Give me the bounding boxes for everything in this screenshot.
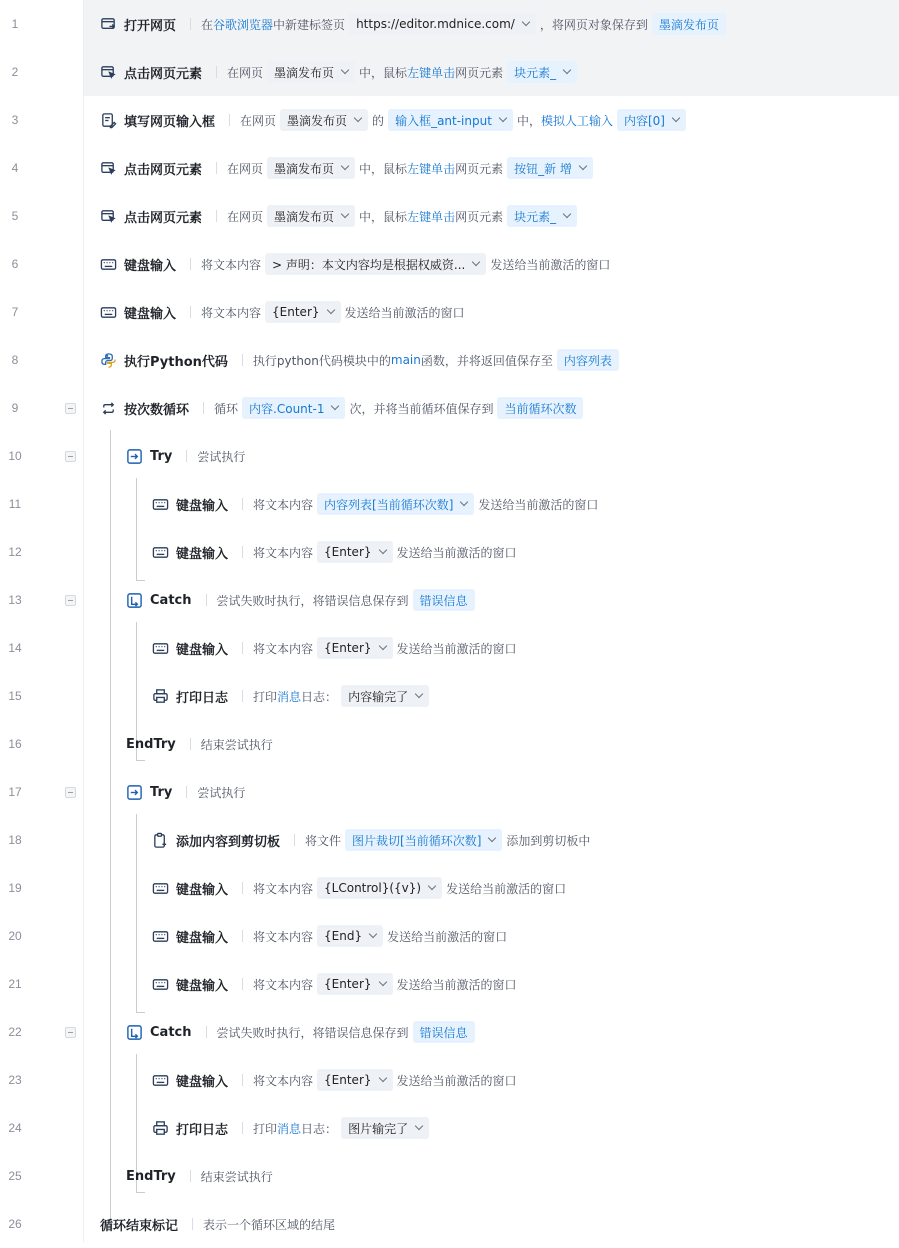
python-icon <box>100 352 117 369</box>
keyboard-icon <box>152 880 169 897</box>
collapse-toggle-icon[interactable] <box>65 595 76 606</box>
chip-label: > 声明：本文内容均是根据权威资... <box>272 257 466 272</box>
collapse-toggle-icon[interactable] <box>65 787 76 798</box>
chevron-down-icon[interactable] <box>341 66 349 74</box>
line-number: 14 <box>8 641 22 655</box>
flow-step-row[interactable] <box>0 528 899 576</box>
chip-label: 按钮_新 增 <box>514 161 572 176</box>
open-browser-icon <box>100 16 117 33</box>
title-divider <box>242 978 243 990</box>
line-number: 20 <box>8 929 22 943</box>
step-title: 键盘输入 <box>176 498 229 514</box>
try-icon <box>126 784 143 801</box>
value-chip[interactable] <box>349 13 536 35</box>
title-divider <box>216 210 217 222</box>
chip-label: 错误信息 <box>419 593 468 608</box>
description-text: 在网页 <box>240 113 277 128</box>
description-text: 将文本内容 <box>253 1073 314 1088</box>
description-text: 发送给当前激活的窗口 <box>446 881 567 896</box>
step-title: EndTry <box>126 736 176 752</box>
flow-step-row[interactable] <box>0 864 899 912</box>
line-number: 7 <box>11 305 19 319</box>
chevron-down-icon[interactable] <box>326 306 334 314</box>
chip-label: 内容列表 <box>563 353 612 368</box>
variable-chip[interactable] <box>345 829 502 851</box>
flow-step-row[interactable] <box>0 240 899 288</box>
title-divider <box>186 786 187 798</box>
flow-step-row[interactable] <box>0 768 899 816</box>
step-content <box>100 0 730 48</box>
step-content <box>152 1056 517 1104</box>
flow-step-row[interactable] <box>0 384 899 432</box>
value-chip[interactable] <box>341 1117 429 1139</box>
chevron-down-icon[interactable] <box>378 978 386 986</box>
description-text: 将文本内容 <box>201 305 262 320</box>
step-content <box>152 960 517 1008</box>
chip-label: {Enter} <box>324 1073 372 1087</box>
value-chip[interactable] <box>317 1069 392 1091</box>
chevron-down-icon[interactable] <box>472 258 480 266</box>
description-text: 打印 <box>253 689 278 704</box>
title-divider <box>242 930 243 942</box>
keyboard-icon <box>152 976 169 993</box>
flow-step-row[interactable] <box>0 720 899 768</box>
description-text: 网页元素 <box>455 161 504 176</box>
try-icon <box>126 448 143 465</box>
step-title: 添加内容到剪切板 <box>176 834 281 850</box>
step-content <box>126 768 245 816</box>
line-number: 17 <box>8 785 22 799</box>
chevron-down-icon[interactable] <box>369 930 377 938</box>
description-text: 发送给当前激活的窗口 <box>396 545 517 560</box>
flow-step-row[interactable] <box>0 1200 899 1248</box>
step-title: 执行Python代码 <box>124 354 228 370</box>
title-divider <box>190 18 191 30</box>
flow-step-row[interactable] <box>0 480 899 528</box>
keyword-text: 左键单击 <box>407 209 456 224</box>
description-text: 中，鼠标 <box>359 161 408 176</box>
line-number: 11 <box>8 497 22 511</box>
step-title: EndTry <box>126 1168 176 1184</box>
step-title: Try <box>150 448 173 464</box>
collapse-toggle-icon[interactable] <box>65 451 76 462</box>
step-content <box>100 144 597 192</box>
chip-label: 内容输完了 <box>348 689 409 704</box>
description-text: 结束尝试执行 <box>200 737 273 752</box>
description-text: 的 <box>372 113 385 128</box>
keyboard-icon <box>152 640 169 657</box>
description-text: 将文本内容 <box>253 977 314 992</box>
chevron-down-icon[interactable] <box>415 690 423 698</box>
variable-chip[interactable] <box>507 205 577 227</box>
step-title: 打印日志 <box>176 690 229 706</box>
step-title: 键盘输入 <box>124 306 177 322</box>
description-text: 尝试执行 <box>197 449 246 464</box>
print-icon <box>152 1120 169 1137</box>
variable-chip[interactable] <box>557 349 619 371</box>
value-chip[interactable] <box>267 61 355 83</box>
description-text: 日志： <box>301 1121 338 1136</box>
value-chip[interactable] <box>317 541 392 563</box>
step-content <box>152 864 566 912</box>
chevron-down-icon[interactable] <box>460 498 468 506</box>
description-text: 将文本内容 <box>253 881 314 896</box>
step-content <box>152 624 517 672</box>
title-divider <box>190 1170 191 1182</box>
step-title: Catch <box>150 1024 192 1040</box>
chip-label: 块元素_ <box>514 209 557 224</box>
title-divider <box>206 1026 207 1038</box>
flow-step-row[interactable] <box>0 624 899 672</box>
description-text: 尝试失败时执行，将错误信息保存到 <box>216 1025 409 1040</box>
line-number: 15 <box>8 689 22 703</box>
chevron-down-icon[interactable] <box>378 546 386 554</box>
step-content <box>126 1008 479 1056</box>
step-title: 键盘输入 <box>176 882 229 898</box>
line-number: 26 <box>8 1217 22 1231</box>
description-text: 在网页 <box>227 65 264 80</box>
description-text: 将文本内容 <box>253 497 314 512</box>
step-content <box>152 1104 433 1152</box>
title-divider <box>242 546 243 558</box>
step-title: 键盘输入 <box>176 1074 229 1090</box>
description-text: 循环 <box>214 401 239 416</box>
step-content <box>100 336 623 384</box>
variable-chip[interactable] <box>413 589 475 611</box>
chevron-down-icon[interactable] <box>563 66 571 74</box>
chevron-down-icon[interactable] <box>341 162 349 170</box>
description-text: 表示一个循环区域的结尾 <box>203 1217 336 1232</box>
keyboard-icon <box>100 304 117 321</box>
step-content <box>152 528 517 576</box>
step-title: 键盘输入 <box>176 642 229 658</box>
title-divider <box>192 1218 193 1230</box>
step-content <box>126 576 479 624</box>
step-content <box>152 816 590 864</box>
loop-icon <box>100 400 117 417</box>
description-text: 尝试失败时执行，将错误信息保存到 <box>216 593 409 608</box>
keyword-text: main <box>390 353 421 367</box>
step-title: Try <box>150 784 173 800</box>
flow-step-row[interactable] <box>0 576 899 624</box>
description-text: 发送给当前激活的窗口 <box>396 977 517 992</box>
step-title: 打开网页 <box>124 18 177 34</box>
line-number: 21 <box>8 977 22 991</box>
description-text: 网页元素 <box>455 65 504 80</box>
line-number: 19 <box>8 881 22 895</box>
line-number: 23 <box>8 1073 22 1087</box>
description-text: 函数，并将返回值保存至 <box>420 353 553 368</box>
flow-step-row[interactable] <box>0 0 899 48</box>
title-divider <box>242 1122 243 1134</box>
keyboard-icon <box>152 496 169 513</box>
keyword-text: 谷歌浏览器 <box>213 17 274 32</box>
line-number: 5 <box>11 209 19 223</box>
chevron-down-icon[interactable] <box>341 210 349 218</box>
step-content <box>152 912 507 960</box>
chip-label: {Enter} <box>324 977 372 991</box>
step-content <box>126 432 245 480</box>
step-content <box>152 480 598 528</box>
chip-label: 图片输完了 <box>348 1121 409 1136</box>
step-title: 循环结束标记 <box>100 1218 179 1234</box>
step-title: 填写网页输入框 <box>124 114 216 130</box>
value-chip[interactable] <box>265 253 486 275</box>
variable-chip[interactable] <box>617 109 686 131</box>
keyword-text: 左键单击 <box>407 161 456 176</box>
flow-step-row[interactable] <box>0 1056 899 1104</box>
clipboard-icon <box>152 832 169 849</box>
step-content <box>100 1200 335 1248</box>
description-text: 发送给当前激活的窗口 <box>396 641 517 656</box>
chip-label: 内容列表[当前循环次数] <box>324 497 454 512</box>
title-divider <box>186 450 187 462</box>
print-icon <box>152 688 169 705</box>
flow-step-row[interactable] <box>0 1104 899 1152</box>
chip-label: {Enter} <box>272 305 320 319</box>
value-chip[interactable] <box>265 301 340 323</box>
chip-label: 墨滴发布页 <box>274 161 335 176</box>
step-title: 键盘输入 <box>176 978 229 994</box>
click-element-icon <box>100 208 117 225</box>
chevron-down-icon[interactable] <box>488 834 496 842</box>
variable-chip[interactable] <box>497 397 583 419</box>
description-text: 执行python代码模块中的 <box>252 353 391 368</box>
keyword-text: 消息 <box>277 1121 302 1136</box>
description-text: 在 <box>201 17 214 32</box>
title-divider <box>203 402 204 414</box>
click-element-icon <box>100 64 117 81</box>
title-divider <box>242 642 243 654</box>
step-content <box>100 48 581 96</box>
keyboard-icon <box>152 928 169 945</box>
click-element-icon <box>100 160 117 177</box>
step-content <box>152 672 433 720</box>
step-title: 键盘输入 <box>124 258 177 274</box>
title-divider <box>190 306 191 318</box>
value-chip[interactable] <box>317 637 392 659</box>
description-text: 发送给当前激活的窗口 <box>490 257 611 272</box>
flow-step-row[interactable] <box>0 672 899 720</box>
line-number: 12 <box>8 545 22 559</box>
description-text: 发送给当前激活的窗口 <box>396 1073 517 1088</box>
chip-label: {Enter} <box>324 545 372 559</box>
flow-step-row[interactable] <box>0 1152 899 1200</box>
chevron-down-icon[interactable] <box>428 882 436 890</box>
description-text: 中，鼠标 <box>359 65 408 80</box>
chip-label: 当前循环次数 <box>504 401 577 416</box>
variable-chip[interactable] <box>507 61 577 83</box>
title-divider <box>242 498 243 510</box>
title-divider <box>190 258 191 270</box>
flow-step-row[interactable] <box>0 96 899 144</box>
step-title: Catch <box>150 592 192 608</box>
line-number: 8 <box>11 353 19 367</box>
description-text: 将文本内容 <box>253 641 314 656</box>
flow-step-row[interactable] <box>0 912 899 960</box>
step-content <box>100 240 610 288</box>
flow-step-row[interactable] <box>0 1008 899 1056</box>
chevron-down-icon[interactable] <box>354 114 362 122</box>
chip-label: 错误信息 <box>419 1025 468 1040</box>
keyboard-icon <box>152 1072 169 1089</box>
line-number: 2 <box>11 65 19 79</box>
keyboard-icon <box>152 544 169 561</box>
value-chip[interactable] <box>267 157 355 179</box>
line-number: 24 <box>8 1121 22 1135</box>
description-text: 中新建标签页 <box>273 17 346 32</box>
chip-label: 内容.Count-1 <box>249 401 325 416</box>
value-chip[interactable] <box>267 205 355 227</box>
step-title: 打印日志 <box>176 1122 229 1138</box>
fill-input-icon <box>100 112 117 129</box>
variable-chip[interactable] <box>413 1021 475 1043</box>
chevron-down-icon[interactable] <box>415 1122 423 1130</box>
title-divider <box>294 834 295 846</box>
flow-step-row[interactable] <box>0 432 899 480</box>
keyword-text: 模拟人工输入 <box>540 113 613 128</box>
chip-label: 内容[0] <box>623 113 665 128</box>
chip-label: 墨滴发布页 <box>658 17 719 32</box>
line-number: 18 <box>8 833 22 847</box>
description-text: 发送给当前激活的窗口 <box>478 497 599 512</box>
title-divider <box>206 594 207 606</box>
value-chip[interactable] <box>341 685 429 707</box>
line-number: 22 <box>8 1025 22 1039</box>
title-divider <box>190 738 191 750</box>
variable-chip[interactable] <box>388 109 513 131</box>
description-text: 次，并将当前循环值保存到 <box>349 401 494 416</box>
flow-step-row[interactable] <box>0 336 899 384</box>
value-chip[interactable] <box>317 973 392 995</box>
chevron-down-icon[interactable] <box>378 1074 386 1082</box>
step-title: 键盘输入 <box>176 930 229 946</box>
line-number: 1 <box>11 17 19 31</box>
chevron-down-icon[interactable] <box>499 114 507 122</box>
flow-step-row[interactable] <box>0 144 899 192</box>
description-text: 在网页 <box>227 161 264 176</box>
title-divider <box>242 882 243 894</box>
step-content <box>100 384 587 432</box>
keyword-text: 消息 <box>277 689 302 704</box>
step-title: 点击网页元素 <box>124 210 203 226</box>
step-content <box>100 288 465 336</box>
value-chip[interactable] <box>280 109 368 131</box>
description-text: 网页元素 <box>455 209 504 224</box>
chip-label: {Enter} <box>324 641 372 655</box>
chevron-down-icon[interactable] <box>579 162 587 170</box>
flow-step-row[interactable] <box>0 960 899 1008</box>
title-divider <box>229 114 230 126</box>
line-number: 13 <box>8 593 22 607</box>
chevron-down-icon[interactable] <box>672 114 680 122</box>
description-text: 尝试执行 <box>197 785 246 800</box>
line-number: 4 <box>11 161 19 175</box>
title-divider <box>242 354 243 366</box>
collapse-toggle-icon[interactable] <box>65 1027 76 1038</box>
line-number: 10 <box>8 449 22 463</box>
chevron-down-icon[interactable] <box>331 402 339 410</box>
variable-chip[interactable] <box>317 493 474 515</box>
variable-chip[interactable] <box>242 397 345 419</box>
step-title: 点击网页元素 <box>124 66 203 82</box>
description-text: 中，鼠标 <box>359 209 408 224</box>
keyboard-icon <box>100 256 117 273</box>
chip-label: 墨滴发布页 <box>274 65 335 80</box>
catch-icon <box>126 1024 143 1041</box>
description-text: ，将网页对象保存到 <box>539 17 648 32</box>
step-title: 点击网页元素 <box>124 162 203 178</box>
step-content <box>126 1152 273 1200</box>
chip-label: 图片裁切[当前循环次数] <box>352 833 482 848</box>
title-divider <box>216 162 217 174</box>
chip-label: 墨滴发布页 <box>274 209 335 224</box>
description-text: 在网页 <box>227 209 264 224</box>
description-text: 打印 <box>253 1121 278 1136</box>
chip-label: 块元素_ <box>514 65 557 80</box>
title-divider <box>242 1074 243 1086</box>
flow-step-row[interactable] <box>0 192 899 240</box>
flow-step-row[interactable] <box>0 288 899 336</box>
description-text: 将文本内容 <box>253 929 314 944</box>
description-text: 日志： <box>301 689 338 704</box>
step-title: 键盘输入 <box>176 546 229 562</box>
line-number: 6 <box>11 257 19 271</box>
flow-step-row[interactable] <box>0 816 899 864</box>
value-chip[interactable] <box>317 925 383 947</box>
step-content <box>100 96 690 144</box>
description-text: 中， <box>516 113 541 128</box>
chip-label: {End} <box>324 929 363 943</box>
description-text: 将文本内容 <box>201 257 262 272</box>
description-text: 添加到剪切板中 <box>506 833 591 848</box>
description-text: 将文本内容 <box>253 545 314 560</box>
chip-label: {LControl}({v}) <box>324 881 422 895</box>
value-chip[interactable] <box>317 877 442 899</box>
chevron-down-icon[interactable] <box>563 210 571 218</box>
chip-label: 墨滴发布页 <box>287 113 348 128</box>
line-number: 3 <box>11 113 19 127</box>
description-text: 结束尝试执行 <box>200 1169 273 1184</box>
variable-chip[interactable] <box>652 13 726 35</box>
description-text: 发送给当前激活的窗口 <box>344 305 465 320</box>
description-text: 将文件 <box>305 833 342 848</box>
step-content <box>126 720 273 768</box>
catch-icon <box>126 592 143 609</box>
title-divider <box>242 690 243 702</box>
step-content <box>100 192 581 240</box>
chip-label: 输入框_ant-input <box>395 113 492 128</box>
chevron-down-icon[interactable] <box>522 18 530 26</box>
chip-label: https://editor.mdnice.com/ <box>356 17 515 31</box>
title-divider <box>216 66 217 78</box>
line-number: 16 <box>8 737 22 751</box>
keyword-text: 左键单击 <box>407 65 456 80</box>
chevron-down-icon[interactable] <box>378 642 386 650</box>
description-text: 发送给当前激活的窗口 <box>387 929 508 944</box>
line-number: 9 <box>11 401 19 415</box>
line-number: 25 <box>8 1169 22 1183</box>
flow-step-row[interactable] <box>0 48 899 96</box>
collapse-toggle-icon[interactable] <box>65 403 76 414</box>
variable-chip[interactable] <box>507 157 593 179</box>
step-title: 按次数循环 <box>124 402 190 418</box>
